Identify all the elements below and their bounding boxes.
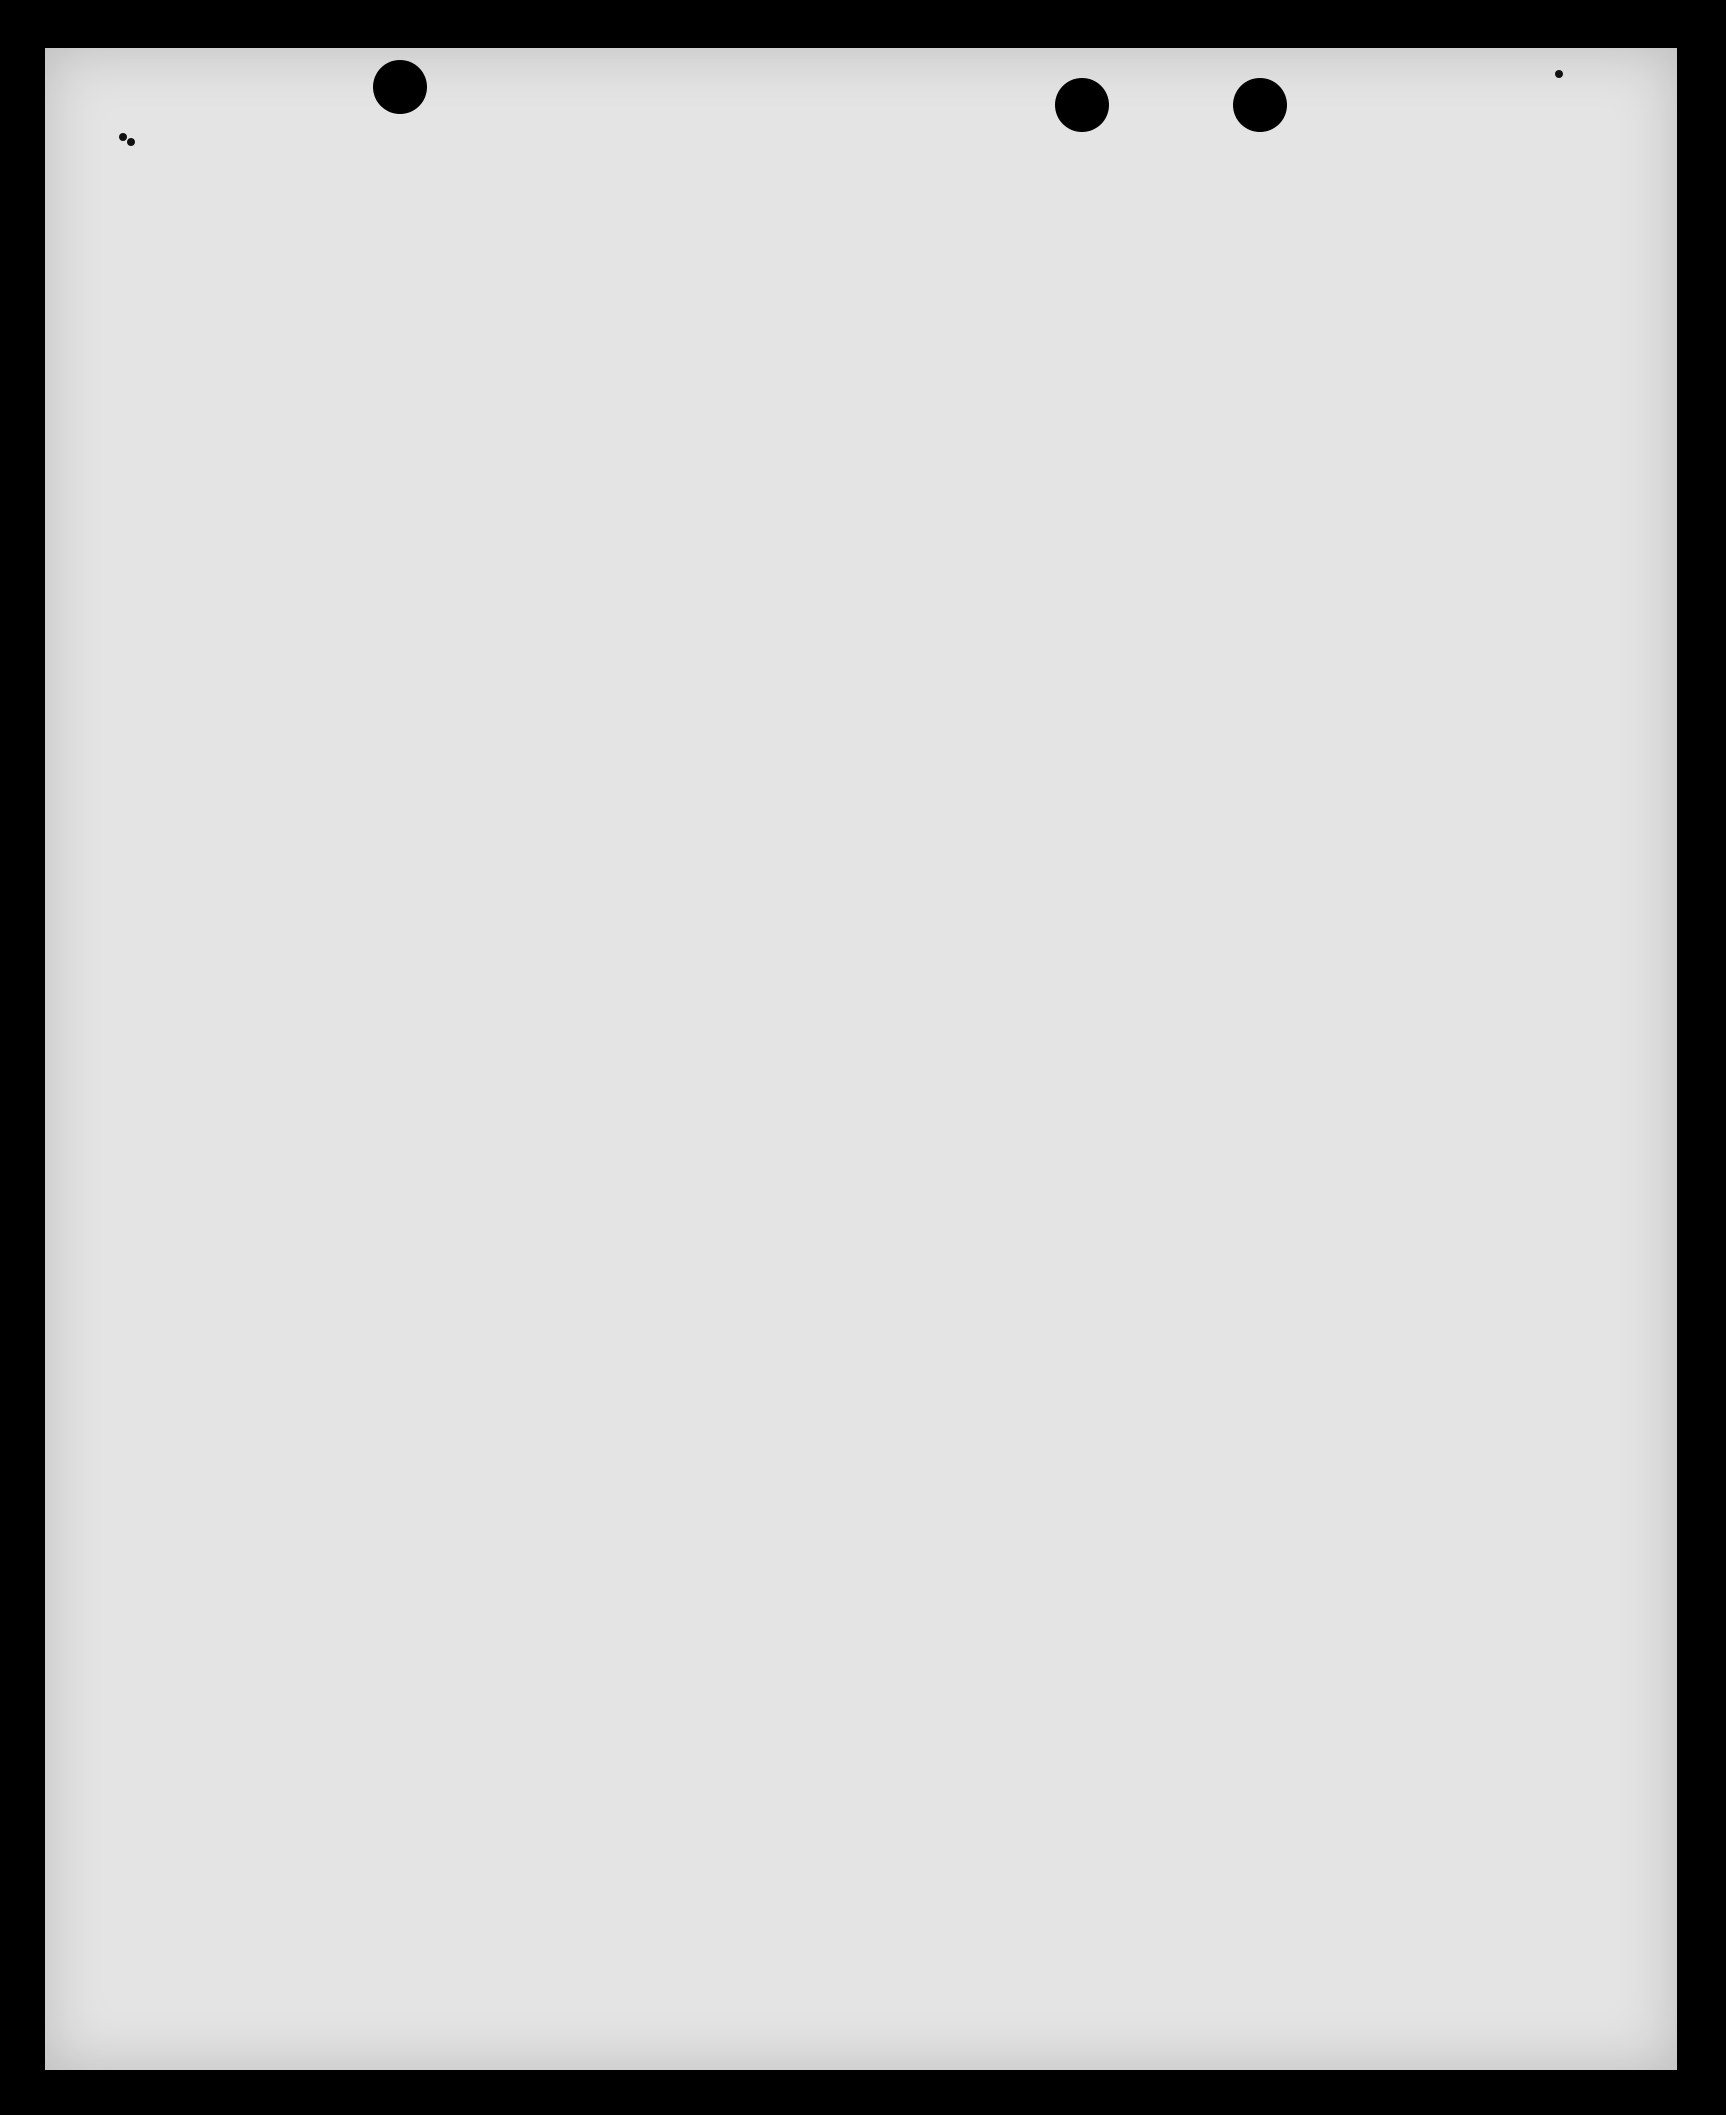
- punch-hole: [1055, 78, 1109, 132]
- speck: [1555, 70, 1563, 78]
- punch-hole: [373, 60, 427, 114]
- speck: [119, 133, 127, 141]
- speck: [127, 138, 135, 146]
- punch-hole: [1233, 78, 1287, 132]
- document-sheet: [45, 48, 1677, 2070]
- rotated-form-content: [1703, 100, 1726, 2100]
